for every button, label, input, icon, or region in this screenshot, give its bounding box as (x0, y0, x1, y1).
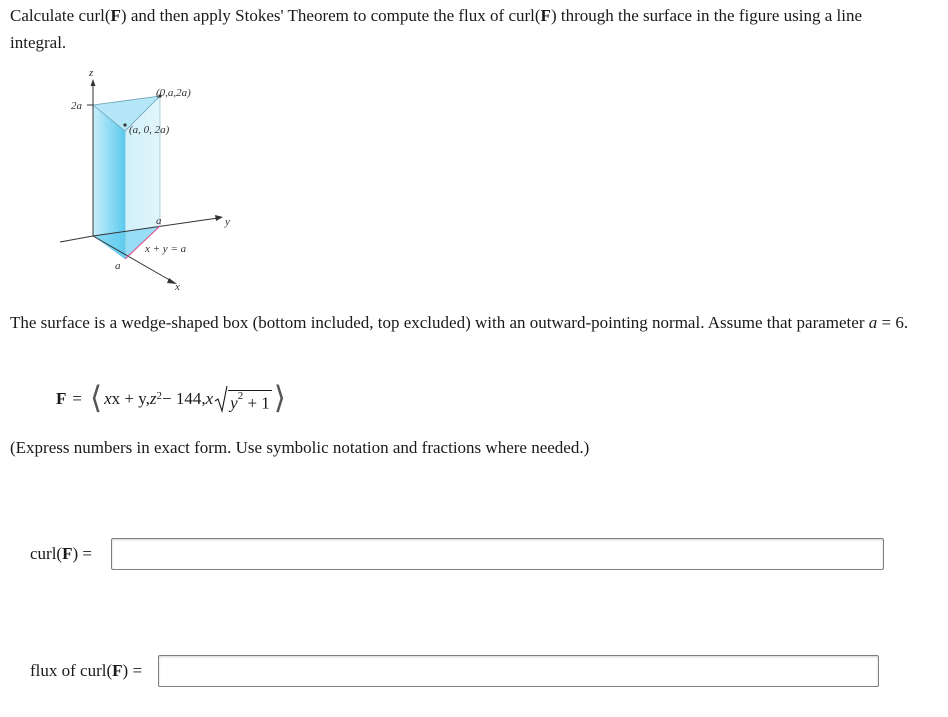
edge-equation-label: x + y = a (145, 243, 187, 255)
y-tick-label: a (156, 215, 162, 227)
y-axis-label: y (225, 216, 230, 228)
z-tick-label: 2a (71, 100, 82, 112)
point-mid-label: (a, 0, 2a) (129, 124, 170, 136)
curl-answer-row (30, 538, 884, 570)
flux-label: flux of curl(F) = (30, 661, 143, 680)
x-tick-label: a (115, 260, 121, 272)
x-axis-back (60, 236, 93, 242)
wedge-box-figure (55, 65, 245, 300)
flux-answer-input[interactable] (158, 655, 879, 687)
question-intro: Calculate curl(F) and then apply Stokes' Theorem to compute the flux of curl(F) through the surface in the figure using a line integral. (10, 6, 863, 52)
square-root: $y^2 + 1$ (214, 385, 272, 413)
radical-sign-icon (214, 385, 228, 413)
z-axis-arrow (91, 79, 96, 86)
surface-description: The surface is a wedge-shaped box (bottom included, top excluded) with an outward-pointing normal. Assume that parameter a = 6. (10, 313, 909, 332)
z-axis-label: z (89, 67, 94, 79)
x-axis-label: x (175, 281, 180, 293)
flux-answer-row (30, 655, 879, 687)
vector-field-formula: F = ⟨ x x + y, z $^2$ − 144, x $y^2 + 1$ ⟩ (56, 379, 286, 416)
express-note: (Express numbers in exact form. Use symbolic notation and fractions where needed.) (10, 438, 590, 457)
point-top-label: (0,a,2a) (156, 87, 191, 99)
curl-answer-input[interactable] (111, 538, 884, 570)
point-mid-dot (123, 123, 126, 126)
curl-label: curl(F) = (30, 544, 92, 563)
left-angle-bracket: ⟨ (89, 379, 103, 416)
y-axis-arrow (215, 215, 223, 221)
right-angle-bracket: ⟩ (273, 379, 286, 416)
